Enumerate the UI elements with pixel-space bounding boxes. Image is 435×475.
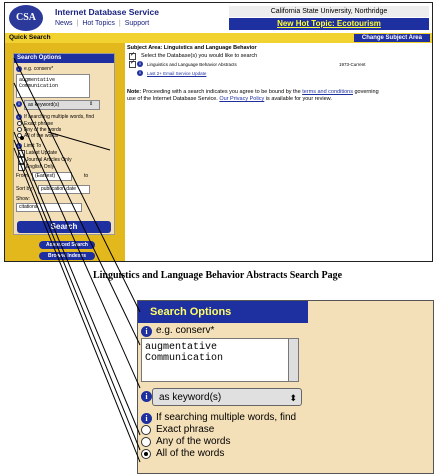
subject-area: Subject Area: Linguistics and Language Behavior [127, 45, 257, 51]
from-select[interactable]: (Earliest) [32, 172, 72, 181]
advanced-search-button[interactable]: Advanced Search [39, 241, 95, 249]
zoomed-search-options [137, 300, 434, 474]
zoom-any-words-label: Any of the words [156, 436, 231, 447]
nav-news[interactable]: News [55, 20, 73, 27]
zoom-all-words-label: All of the words [156, 448, 225, 459]
mini-keyword-select[interactable]: as keyword(s) ⇕ [24, 100, 100, 110]
mini-search-options-panel [13, 53, 115, 235]
csa-logo: CSA [9, 5, 43, 31]
info-icon[interactable]: i [141, 326, 152, 337]
query-line: augmentative [145, 342, 218, 353]
show-select[interactable]: citations [16, 203, 82, 212]
check-journal-only[interactable] [18, 157, 25, 164]
search-button[interactable]: Search [17, 221, 111, 233]
browser-screenshot [4, 2, 433, 262]
show-label: Show: [16, 196, 30, 202]
latest-update-label: Latest Update [26, 150, 58, 156]
nav-support[interactable]: Support [124, 20, 150, 27]
change-subject-button[interactable]: Change Subject Area [354, 34, 430, 42]
mini-search-options-title: Search Options [14, 54, 114, 63]
university-label: California State University, Northridge [229, 6, 429, 17]
info-icon[interactable]: i [137, 70, 143, 76]
zoom-multi-words-label: If searching multiple words, find [156, 412, 297, 423]
zoom-radio-exact-phrase[interactable] [141, 425, 151, 435]
example-hint: e.g. conserv* [24, 66, 54, 72]
info-icon[interactable]: i [141, 391, 152, 402]
figure-caption: Linguistics and Language Behavior Abstracts Search Page [92, 270, 343, 281]
query-line: Communication [145, 353, 224, 364]
journal-only-label: Journal Articles Only [26, 157, 72, 163]
radio-all-words[interactable] [17, 133, 22, 138]
last-update-link[interactable]: Last 2+ Email Service Update [147, 71, 207, 76]
select-arrows-icon: ⬍ [289, 393, 297, 403]
note-line-2: use of the Internet Database Service. Our Privacy Policy is available for your review. [127, 96, 332, 102]
note-line-1: Note: Proceeding with a search indicates you agree to be bound by the terms and conditions governing [127, 89, 379, 95]
sort-select[interactable]: publication date [38, 185, 90, 194]
keyword-select-value: as keyword(s) [159, 392, 222, 403]
exact-phrase-label: Exact phrase [24, 121, 54, 127]
zoom-example-hint: e.g. conserv* [156, 325, 215, 336]
radio-any-words[interactable] [17, 127, 22, 132]
info-icon[interactable]: i [137, 61, 143, 67]
zoom-radio-any-words[interactable] [141, 437, 151, 447]
zoom-title: Search Options [138, 301, 308, 323]
zoom-exact-phrase-label: Exact phrase [156, 424, 215, 435]
sort-label: Sort by: [16, 186, 34, 192]
zoom-title-spacer [308, 301, 433, 323]
select-db-label: Select the Database(s) you would like to search [141, 53, 258, 59]
from-label: From: [16, 173, 30, 179]
nav-hot-topics[interactable]: Hot Topics [82, 20, 115, 27]
privacy-link[interactable]: Our Privacy Policy [219, 96, 265, 102]
any-words-label: Any of the words [24, 127, 62, 133]
hot-topic-link[interactable]: New Hot Topic: Ecotourism [229, 18, 429, 30]
terms-link[interactable]: terms and conditions [302, 89, 353, 95]
info-icon[interactable]: i [141, 413, 152, 424]
top-nav: News | Hot Topics | Support [55, 20, 150, 27]
english-only-label: English Only [26, 164, 55, 170]
all-words-label: All of the words [24, 133, 59, 139]
limit-label: Limit To [24, 143, 42, 149]
info-icon[interactable]: i [16, 101, 22, 107]
info-icon[interactable]: i [16, 143, 22, 149]
quick-search-bar [5, 33, 432, 43]
sidebar [5, 43, 125, 261]
database-check[interactable] [129, 61, 136, 68]
main-content [127, 45, 431, 255]
mini-query-textarea[interactable]: augmentative Communication [16, 74, 90, 98]
radio-exact-phrase[interactable] [17, 121, 22, 126]
database-name: Linguistics and Language Behavior Abstracts [147, 62, 237, 67]
browse-indexes-button[interactable]: Browse Indexes [39, 252, 95, 260]
zoom-radio-all-words[interactable] [141, 449, 151, 459]
database-years: 1973-Current [339, 62, 366, 67]
textarea-scrollbar[interactable] [289, 338, 299, 382]
check-latest-update[interactable] [18, 150, 25, 157]
zoom-query-textarea[interactable] [141, 338, 289, 382]
to-label: to [84, 173, 89, 179]
multi-words-label: If searching multiple words, find [24, 114, 95, 120]
service-title: Internet Database Service [55, 7, 159, 17]
check-english-only[interactable] [18, 164, 25, 171]
header [5, 3, 432, 33]
quick-search-label[interactable]: Quick Search [9, 34, 51, 41]
zoom-keyword-select[interactable] [152, 388, 302, 406]
info-icon[interactable]: i [16, 66, 22, 72]
info-icon[interactable]: i [16, 114, 22, 120]
